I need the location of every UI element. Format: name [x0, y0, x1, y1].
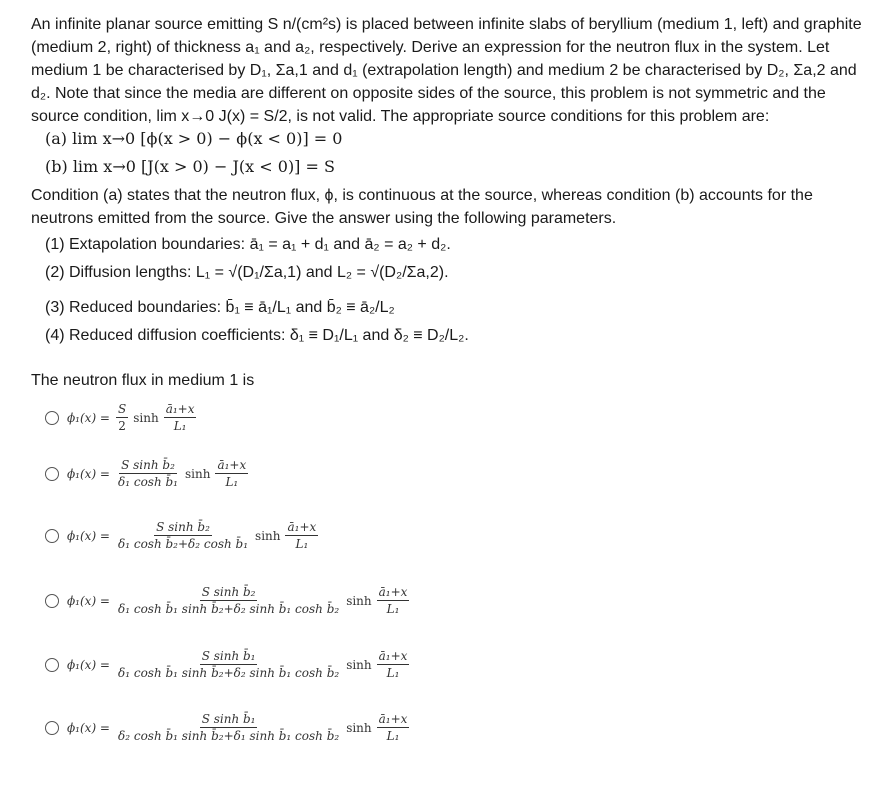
option-sinh: sinh	[185, 466, 211, 481]
param-reduced-coefficients: (4) Reduced diffusion coefficients: δ₁ ≡ D₁/L₁ and δ₂ ≡ D₂/L₂.	[45, 327, 469, 344]
option-numerator: S	[118, 402, 127, 416]
argument-denominator: L₁	[225, 475, 239, 489]
option-argument	[377, 585, 410, 616]
option-fraction	[116, 649, 341, 680]
condition-b: (b) lim x→0 [J(x > 0) − J(x < 0)] = S	[45, 157, 335, 176]
answer-option[interactable]	[45, 585, 411, 616]
condition-a: (a) lim x→0 [ϕ(x > 0) − ϕ(x < 0)] = 0	[45, 129, 343, 148]
option-lhs: ϕ₁(x) =	[67, 528, 110, 543]
param-reduced-boundaries: (3) Reduced boundaries: b̄₁ ≡ ā₁/L₁ and b̄₂ ≡ ā₂/L₂	[45, 299, 395, 316]
option-sinh: sinh	[133, 410, 159, 425]
option-numerator: S sinh b̄₂	[201, 585, 256, 599]
option-fraction	[116, 712, 341, 743]
option-argument	[164, 402, 197, 433]
option-argument	[377, 712, 410, 743]
problem-statement	[31, 13, 871, 128]
option-sinh: sinh	[346, 657, 372, 672]
option-lhs: ϕ₁(x) =	[67, 657, 110, 672]
option-fraction	[116, 585, 341, 616]
option-denominator: δ₁ cosh b̄₂+δ₂ cosh b̄₁	[118, 537, 249, 551]
argument-numerator: ā₁+x	[378, 649, 408, 663]
option-argument	[285, 520, 318, 551]
argument-numerator: ā₁+x	[217, 458, 247, 472]
intro-line-2: (medium 2, right) of thickness a₁ and a₂, respectively. Derive an expression for the neutron flux in the system. Let	[31, 39, 830, 56]
explain-line-2: neutrons emitted from the source. Give the answer using the following parameters.	[31, 210, 617, 227]
option-numerator: S sinh b̄₁	[201, 649, 256, 663]
intro-line-3: medium 1 be characterised by D₁, Σa,1 and d₁ (extrapolation length) and medium 2 be characterised by D₂, Σa,2 and	[31, 62, 857, 79]
answer-option[interactable]	[45, 712, 411, 743]
answer-option[interactable]	[45, 458, 250, 489]
condition-explanation	[31, 184, 871, 230]
argument-numerator: ā₁+x	[287, 520, 317, 534]
explain-line-1: Condition (a) states that the neutron flux, ϕ, is continuous at the source, whereas condition (b) accounts for the	[31, 187, 813, 204]
argument-denominator: L₁	[386, 602, 400, 616]
radio-button[interactable]	[45, 658, 59, 672]
radio-button[interactable]	[45, 721, 59, 735]
option-numerator: S sinh b̄₁	[201, 712, 256, 726]
option-denominator: 2	[118, 419, 126, 433]
option-lhs: ϕ₁(x) =	[67, 593, 110, 608]
intro-line-4: d₂. Note that since the media are different on opposite sides of the source, this problem is not symmetric and the	[31, 85, 826, 102]
option-denominator: δ₁ cosh b̄₁	[118, 475, 178, 489]
radio-button[interactable]	[45, 529, 59, 543]
option-argument	[377, 649, 410, 680]
option-lhs: ϕ₁(x) =	[67, 720, 110, 735]
answer-option[interactable]	[45, 649, 411, 680]
option-sinh: sinh	[255, 528, 281, 543]
question-prompt: The neutron flux in medium 1 is	[31, 372, 255, 389]
option-denominator: δ₂ cosh b̄₁ sinh b̄₂+δ₁ sinh b̄₁ cosh b̄₂	[118, 729, 340, 743]
option-denominator: δ₁ cosh b̄₁ sinh b̄₂+δ₂ sinh b̄₁ cosh b̄₂	[118, 602, 340, 616]
argument-numerator: ā₁+x	[378, 712, 408, 726]
intro-line-1: An infinite planar source emitting S n/(cm²s) is placed between infinite slabs of beryllium (medium 1, left) and graphite	[31, 16, 862, 33]
argument-numerator: ā₁+x	[165, 402, 195, 416]
option-argument	[215, 458, 248, 489]
option-fraction	[116, 402, 128, 433]
intro-line-5: source condition, lim x→0 J(x) = S/2, is not valid. The appropriate source conditions for this problem are:	[31, 108, 770, 125]
argument-denominator: L₁	[386, 666, 400, 680]
radio-button[interactable]	[45, 594, 59, 608]
argument-numerator: ā₁+x	[378, 585, 408, 599]
option-lhs: ϕ₁(x) =	[67, 466, 110, 481]
option-lhs: ϕ₁(x) =	[67, 410, 110, 425]
param-diffusion-lengths: (2) Diffusion lengths: L₁ = √(D₁/Σa,1) and L₂ = √(D₂/Σa,2).	[45, 264, 449, 281]
option-numerator: S sinh b̄₂	[156, 520, 210, 534]
param-extrapolation: (1) Extapolation boundaries: ā₁ = a₁ + d₁ and ā₂ = a₂ + d₂.	[45, 236, 451, 253]
option-sinh: sinh	[346, 593, 372, 608]
radio-button[interactable]	[45, 467, 59, 481]
option-fraction	[116, 458, 180, 489]
answer-option[interactable]	[45, 402, 198, 433]
option-fraction	[116, 520, 250, 551]
argument-denominator: L₁	[386, 729, 400, 743]
option-sinh: sinh	[346, 720, 372, 735]
option-denominator: δ₁ cosh b̄₁ sinh b̄₂+δ₂ sinh b̄₁ cosh b̄₂	[118, 666, 340, 680]
argument-denominator: L₁	[173, 419, 187, 433]
radio-button[interactable]	[45, 411, 59, 425]
argument-denominator: L₁	[295, 537, 309, 551]
answer-option[interactable]	[45, 520, 320, 551]
option-numerator: S sinh b̄₂	[121, 458, 175, 472]
